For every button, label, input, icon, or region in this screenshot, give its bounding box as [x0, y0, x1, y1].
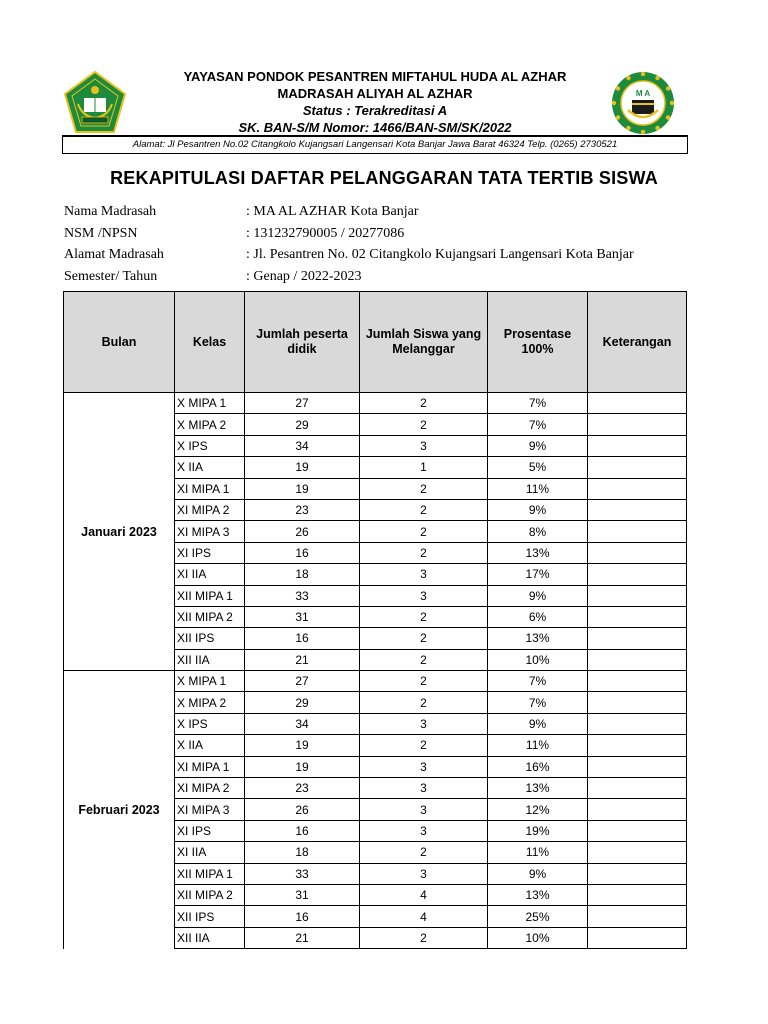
- jumlah-melanggar-cell: 3: [360, 564, 488, 585]
- prosentase-cell: 10%: [488, 649, 588, 670]
- prosentase-cell: 9%: [488, 435, 588, 456]
- info-row: [64, 266, 704, 288]
- kelas-cell: XI MIPA 3: [175, 521, 245, 542]
- jumlah-melanggar-cell: 2: [360, 628, 488, 649]
- prosentase-cell: 17%: [488, 564, 588, 585]
- decree-number: SK. BAN-S/M Nomor: 1466/BAN-SM/SK/2022: [238, 120, 512, 135]
- keterangan-cell: [588, 799, 687, 820]
- kelas-cell: XI MIPA 2: [175, 778, 245, 799]
- prosentase-cell: 7%: [488, 692, 588, 713]
- jumlah-melanggar-cell: 2: [360, 393, 488, 414]
- kelas-cell: XI MIPA 3: [175, 799, 245, 820]
- jumlah-peserta-cell: 26: [245, 521, 360, 542]
- prosentase-cell: 16%: [488, 756, 588, 777]
- jumlah-peserta-cell: 19: [245, 735, 360, 756]
- month-cell: Januari 2023: [64, 393, 175, 671]
- jumlah-melanggar-cell: 2: [360, 521, 488, 542]
- jumlah-peserta-cell: 18: [245, 842, 360, 863]
- prosentase-cell: 25%: [488, 906, 588, 927]
- jumlah-melanggar-cell: 4: [360, 906, 488, 927]
- jumlah-melanggar-cell: 2: [360, 927, 488, 948]
- info-label: NSM /NPSN: [64, 225, 138, 241]
- jumlah-melanggar-cell: 3: [360, 820, 488, 841]
- kelas-cell: XI IIA: [175, 564, 245, 585]
- keterangan-cell: [588, 927, 687, 948]
- jumlah-peserta-cell: 16: [245, 906, 360, 927]
- prosentase-cell: 13%: [488, 778, 588, 799]
- jumlah-peserta-cell: 33: [245, 863, 360, 884]
- info-label: Alamat Madrasah: [64, 247, 164, 262]
- keterangan-cell: [588, 542, 687, 563]
- prosentase-cell: 12%: [488, 799, 588, 820]
- prosentase-cell: 9%: [488, 713, 588, 734]
- jumlah-peserta-cell: 34: [245, 713, 360, 734]
- keterangan-cell: [588, 713, 687, 734]
- kelas-cell: X MIPA 2: [175, 692, 245, 713]
- jumlah-melanggar-cell: 3: [360, 585, 488, 606]
- accreditation-status: Status : Terakreditasi A: [302, 103, 448, 118]
- prosentase-cell: 9%: [488, 585, 588, 606]
- jumlah-peserta-cell: 31: [245, 606, 360, 627]
- keterangan-cell: [588, 692, 687, 713]
- jumlah-peserta-cell: 26: [245, 799, 360, 820]
- kelas-cell: X MIPA 1: [175, 671, 245, 692]
- keterangan-cell: [588, 435, 687, 456]
- keterangan-cell: [588, 778, 687, 799]
- letterhead: [62, 64, 688, 156]
- jumlah-melanggar-cell: 3: [360, 799, 488, 820]
- jumlah-peserta-cell: 27: [245, 393, 360, 414]
- kelas-cell: XII IIA: [175, 649, 245, 670]
- info-value: : Jl. Pesantren No. 02 Citangkolo Kujangsari Langensari Kota Banjar: [246, 247, 634, 262]
- kelas-cell: XII MIPA 1: [175, 585, 245, 606]
- jumlah-melanggar-cell: 3: [360, 713, 488, 734]
- prosentase-cell: 5%: [488, 457, 588, 478]
- keterangan-cell: [588, 457, 687, 478]
- kelas-cell: X MIPA 2: [175, 414, 245, 435]
- prosentase-cell: 10%: [488, 927, 588, 948]
- madrasah-al-azhar-emblem-icon: [610, 70, 676, 136]
- prosentase-cell: 9%: [488, 499, 588, 520]
- kelas-cell: XI IIA: [175, 842, 245, 863]
- school-info: [64, 201, 704, 287]
- prosentase-cell: 8%: [488, 521, 588, 542]
- prosentase-cell: 11%: [488, 842, 588, 863]
- letterhead-text: [132, 68, 618, 136]
- prosentase-cell: 6%: [488, 606, 588, 627]
- jumlah-peserta-cell: 21: [245, 649, 360, 670]
- jumlah-peserta-cell: 29: [245, 414, 360, 435]
- keterangan-cell: [588, 628, 687, 649]
- kelas-cell: XII MIPA 1: [175, 863, 245, 884]
- kemenag-emblem-icon: [62, 70, 128, 136]
- keterangan-cell: [588, 499, 687, 520]
- info-value: : Genap / 2022-2023: [246, 268, 362, 284]
- kelas-cell: XII IIA: [175, 927, 245, 948]
- keterangan-cell: [588, 756, 687, 777]
- jumlah-melanggar-cell: 4: [360, 884, 488, 905]
- prosentase-cell: 19%: [488, 820, 588, 841]
- kelas-cell: XII MIPA 2: [175, 884, 245, 905]
- school-address: Alamat: Jl Pesantren No.02 Citangkolo Kujangsari Langensari Kota Banjar Jawa Barat 46324 Telp. (0265) 2730521: [62, 137, 688, 154]
- violation-table-container: [63, 291, 686, 949]
- kelas-cell: X IIA: [175, 457, 245, 478]
- jumlah-peserta-cell: 29: [245, 692, 360, 713]
- keterangan-cell: [588, 585, 687, 606]
- jumlah-melanggar-cell: 2: [360, 671, 488, 692]
- prosentase-cell: 9%: [488, 863, 588, 884]
- jumlah-melanggar-cell: 2: [360, 649, 488, 670]
- kelas-cell: X IPS: [175, 435, 245, 456]
- prosentase-cell: 13%: [488, 884, 588, 905]
- jumlah-melanggar-cell: 2: [360, 735, 488, 756]
- keterangan-cell: [588, 649, 687, 670]
- jumlah-melanggar-cell: 2: [360, 414, 488, 435]
- prosentase-cell: 11%: [488, 735, 588, 756]
- info-label: Nama Madrasah: [64, 204, 157, 219]
- violation-recap-table: [63, 291, 687, 949]
- kelas-cell: X IIA: [175, 735, 245, 756]
- table-row: [64, 393, 687, 414]
- keterangan-cell: [588, 906, 687, 927]
- jumlah-melanggar-cell: 2: [360, 499, 488, 520]
- jumlah-peserta-cell: 18: [245, 564, 360, 585]
- month-cell: Februari 2023: [64, 671, 175, 949]
- prosentase-cell: 11%: [488, 478, 588, 499]
- keterangan-cell: [588, 884, 687, 905]
- jumlah-melanggar-cell: 2: [360, 692, 488, 713]
- keterangan-cell: [588, 521, 687, 542]
- jumlah-melanggar-cell: 3: [360, 778, 488, 799]
- jumlah-melanggar-cell: 3: [360, 756, 488, 777]
- keterangan-cell: [588, 842, 687, 863]
- jumlah-melanggar-cell: 1: [360, 457, 488, 478]
- col-prosentase-header: Prosentase 100%: [488, 292, 588, 393]
- jumlah-peserta-cell: 27: [245, 671, 360, 692]
- jumlah-peserta-cell: 23: [245, 499, 360, 520]
- prosentase-cell: 7%: [488, 393, 588, 414]
- keterangan-cell: [588, 478, 687, 499]
- document-title: REKAPITULASI DAFTAR PELANGGARAN TATA TERTIB SISWA: [110, 168, 658, 188]
- col-bulan-header: Bulan: [64, 292, 175, 393]
- kelas-cell: X IPS: [175, 713, 245, 734]
- jumlah-melanggar-cell: 2: [360, 542, 488, 563]
- prosentase-cell: 7%: [488, 671, 588, 692]
- emblem-text: M A: [635, 89, 651, 98]
- info-row: [64, 201, 704, 223]
- kelas-cell: XI MIPA 2: [175, 499, 245, 520]
- keterangan-cell: [588, 671, 687, 692]
- keterangan-cell: [588, 414, 687, 435]
- jumlah-peserta-cell: 16: [245, 628, 360, 649]
- keterangan-cell: [588, 820, 687, 841]
- jumlah-peserta-cell: 31: [245, 884, 360, 905]
- keterangan-cell: [588, 393, 687, 414]
- kelas-cell: XII MIPA 2: [175, 606, 245, 627]
- jumlah-melanggar-cell: 3: [360, 435, 488, 456]
- keterangan-cell: [588, 863, 687, 884]
- info-value: : 131232790005 / 20277086: [246, 225, 405, 241]
- prosentase-cell: 13%: [488, 542, 588, 563]
- keterangan-cell: [588, 606, 687, 627]
- table-row: [64, 671, 687, 692]
- jumlah-peserta-cell: 34: [245, 435, 360, 456]
- col-jumlah-melanggar-header: Jumlah Siswa yang Melanggar: [360, 292, 488, 393]
- jumlah-peserta-cell: 19: [245, 478, 360, 499]
- jumlah-peserta-cell: 16: [245, 542, 360, 563]
- kelas-cell: XII IPS: [175, 628, 245, 649]
- kelas-cell: XI IPS: [175, 542, 245, 563]
- jumlah-peserta-cell: 33: [245, 585, 360, 606]
- jumlah-melanggar-cell: 2: [360, 842, 488, 863]
- prosentase-cell: 7%: [488, 414, 588, 435]
- info-label: Semester/ Tahun: [64, 268, 158, 284]
- foundation-name: YAYASAN PONDOK PESANTREN MIFTAHUL HUDA AL AZHAR: [183, 69, 567, 84]
- jumlah-melanggar-cell: 2: [360, 478, 488, 499]
- info-row: [64, 223, 704, 245]
- prosentase-cell: 13%: [488, 628, 588, 649]
- col-kelas-header: Kelas: [175, 292, 245, 393]
- kelas-cell: XI MIPA 1: [175, 756, 245, 777]
- keterangan-cell: [588, 735, 687, 756]
- kelas-cell: X MIPA 1: [175, 393, 245, 414]
- jumlah-peserta-cell: 23: [245, 778, 360, 799]
- col-jumlah-peserta-header: Jumlah peserta didik: [245, 292, 360, 393]
- info-value: : MA AL AZHAR Kota Banjar: [246, 204, 419, 219]
- jumlah-melanggar-cell: 2: [360, 606, 488, 627]
- school-name: MADRASAH ALIYAH AL AZHAR: [277, 86, 473, 101]
- jumlah-melanggar-cell: 3: [360, 863, 488, 884]
- jumlah-peserta-cell: 16: [245, 820, 360, 841]
- col-keterangan-header: Keterangan: [588, 292, 687, 393]
- kelas-cell: XI MIPA 1: [175, 478, 245, 499]
- kelas-cell: XII IPS: [175, 906, 245, 927]
- kelas-cell: XI IPS: [175, 820, 245, 841]
- jumlah-peserta-cell: 19: [245, 756, 360, 777]
- table-header-row: [64, 292, 687, 393]
- keterangan-cell: [588, 564, 687, 585]
- info-row: [64, 244, 704, 266]
- jumlah-peserta-cell: 21: [245, 927, 360, 948]
- jumlah-peserta-cell: 19: [245, 457, 360, 478]
